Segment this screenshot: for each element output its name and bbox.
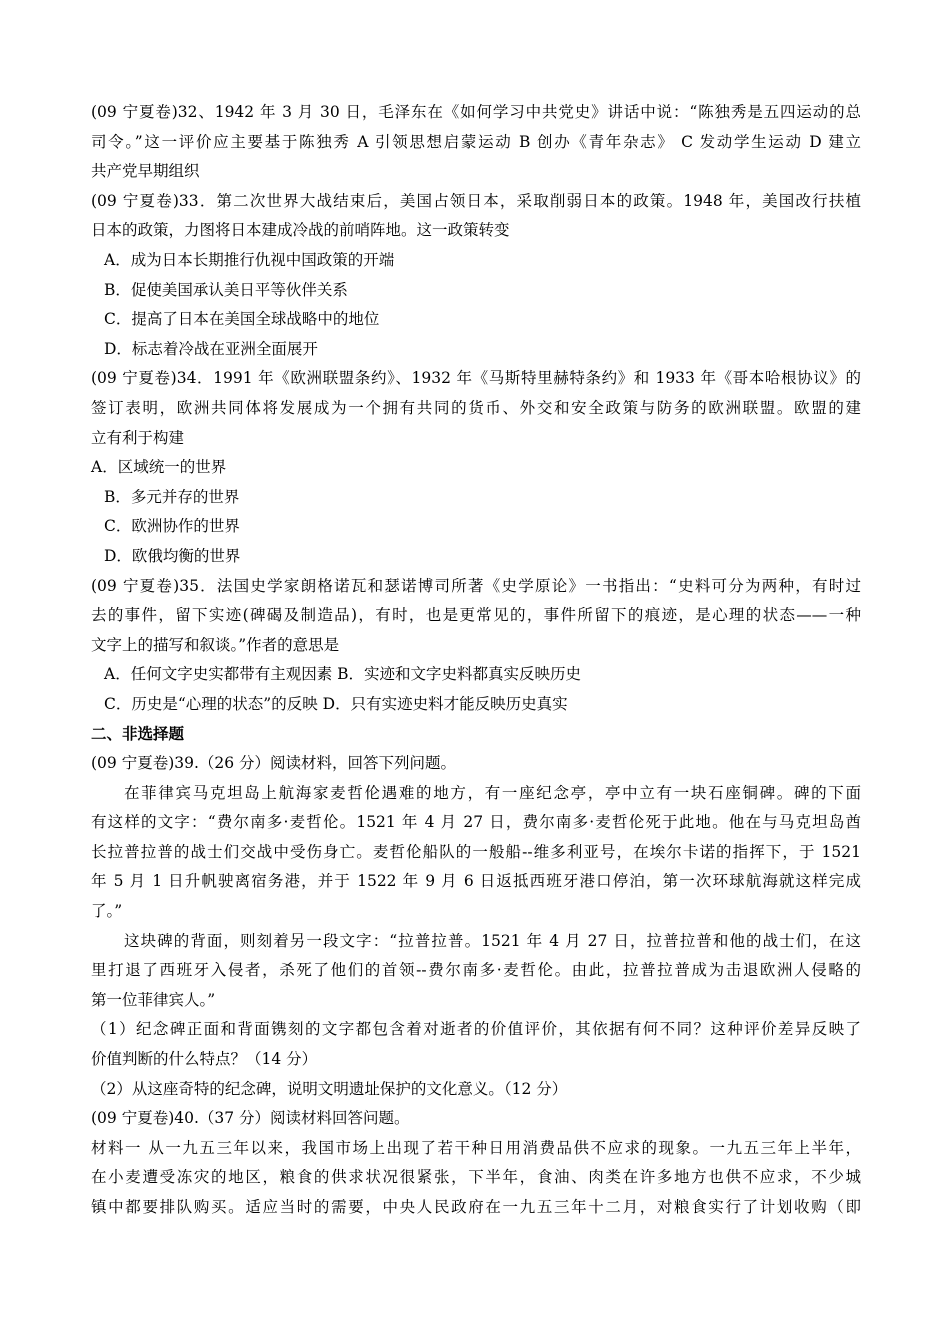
q34-option-c: C．欧洲协作的世界 xyxy=(104,517,240,536)
section-heading: 二、非选择题 xyxy=(91,724,185,744)
q40-material1-line-3: 镇中都要排队购买。适应当时的需要，中央人民政府在一九五三年十二月，对粮食实行了计划收购（即 xyxy=(91,1197,861,1216)
document-page xyxy=(91,98,861,1223)
q39-para2-line-2: 里打退了西班牙入侵者，杀死了他们的首领--费尔南多·麦哲伦。由此，拉普拉普成为击退欧洲人侵略的 xyxy=(91,961,861,980)
q33-option-c: C．提高了日本在美国全球战略中的地位 xyxy=(104,310,380,329)
q34-option-d: D．欧俄均衡的世界 xyxy=(104,546,241,565)
q40-material1-line-1: 材料一 从一九五三年以来，我国市场上出现了若干种日用消费品供不应求的现象。一九五三年上半年， xyxy=(91,1138,861,1157)
q32-line-3: 共产党早期组织 xyxy=(91,162,200,181)
q39-header: (09 宁夏卷)39.（26 分）阅读材料，回答下列问题。 xyxy=(91,754,457,773)
q39-para1-line-3: 长拉普拉普的战士们交战中受伤身亡。麦哲伦船队的一般船--维多利亚号，在埃尔卡诺的指挥下，于 1521 xyxy=(91,842,861,861)
q34-line-2: 签订表明，欧洲共同体将发展成为一个拥有共同的货币、外交和安全政策与防务的欧洲联盟。欧盟的建 xyxy=(91,398,861,417)
q33-option-a: A．成为日本长期推行仇视中国政策的开端 xyxy=(104,250,395,269)
q39-para2-line-1: 这块碑的背面，则刻着另一段文字：“拉普拉普。1521 年 4 月 27 日，拉普拉普和他的战士们，在这 xyxy=(124,931,861,950)
q39-subq1-line-2: 价值判断的什么特点？（14 分） xyxy=(91,1050,318,1068)
q39-subq2: （2）从这座奇特的纪念碑，说明文明遗址保护的文化意义。（12 分） xyxy=(91,1079,568,1098)
q39-subq1-line-1: （1）纪念碑正面和背面镌刻的文字都包含着对逝者的价值评价，其依据有何不同？这种评价差异反映了 xyxy=(91,1020,861,1039)
q34-option-b: B．多元并存的世界 xyxy=(104,487,240,506)
q32-line-2: 司令。”这一评价应主要基于陈独秀 A 引领思想启蒙运动 B 创办《青年杂志》 C 发动学生运动 D 建立 xyxy=(91,132,861,151)
q39-para1-line-4: 年 5 月 1 日升帆驶离宿务港，并于 1522 年 9 月 6 日返抵西班牙港口停泊，第一次环球航海就这样完成 xyxy=(91,872,861,891)
q40-header: (09 宁夏卷)40.（37 分）阅读材料回答问题。 xyxy=(91,1109,410,1128)
q39-para1-line-2: 有这样的文字：“费尔南多·麦哲伦。1521 年 4 月 27 日，费尔南多·麦哲伦死于此地。他在与马克坦岛酋 xyxy=(91,813,861,832)
q34-line-3: 立有利于构建 xyxy=(91,428,185,447)
q33-option-d: D．标志着冷战在亚洲全面展开 xyxy=(104,339,318,358)
q34-option-a: A．区域统一的世界 xyxy=(91,458,227,477)
q35-line-3: 文字上的描写和叙谈。”作者的意思是 xyxy=(91,635,340,654)
q35-options-cd: C．历史是“心理的状态”的反映 D．只有实迹史料才能反映历史真实 xyxy=(104,694,568,713)
q33-option-b: B．促使美国承认美日平等伙伴关系 xyxy=(104,280,348,299)
q33-line-2: 日本的政策，力图将日本建成冷战的前哨阵地。这一政策转变 xyxy=(91,221,510,240)
q40-material1-line-2: 在小麦遭受冻灾的地区，粮食的供求状况很紧张，下半年，食油、肉类在许多地方也供不应求，不少城 xyxy=(91,1168,861,1187)
q32-line-1: (09 宁夏卷)32、1942 年 3 月 30 日，毛泽东在《如何学习中共党史》讲话中说：“陈独秀是五四运动的总 xyxy=(91,103,861,121)
q35-line-1: (09 宁夏卷)35．法国史学家朗格诺瓦和瑟诺博司所著《史学原论》一书指出：“史料可分为两种，有时过 xyxy=(91,576,861,595)
q39-para1-line-1: 在菲律宾马克坦岛上航海家麦哲伦遇难的地方，有一座纪念亭，亭中立有一块石座铜碑。碑的下面 xyxy=(124,783,861,802)
q39-para2-line-3: 第一位菲律宾人。” xyxy=(91,990,216,1009)
q35-line-2: 去的事件，留下实迹(碑碣及制造品)，有时，也是更常见的，事件所留下的痕迹，是心理的状态——一种 xyxy=(91,606,861,625)
q34-line-1: (09 宁夏卷)34．1991 年《欧洲联盟条约》、1932 年《马斯特里赫特条约》和 1933 年《哥本哈根协议》的 xyxy=(91,369,861,388)
q33-line-1: (09 宁夏卷)33．第二次世界大战结束后，美国占领日本，采取削弱日本的政策。1948 年，美国改行扶植 xyxy=(91,191,861,210)
q35-options-ab: A．任何文字史实都带有主观因素 B．实迹和文字史料都真实反映历史 xyxy=(104,665,582,684)
q39-para1-line-5: 了。” xyxy=(91,902,123,921)
